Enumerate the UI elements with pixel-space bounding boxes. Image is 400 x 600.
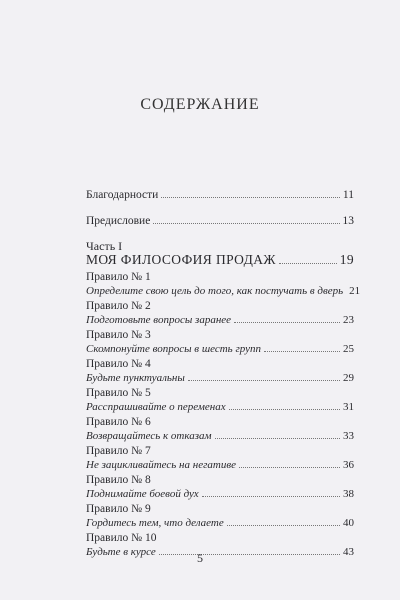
rule-entry — [86, 313, 354, 327]
rule-label: Правило № 7 — [86, 445, 151, 457]
entry-page: 43 — [343, 546, 354, 558]
toc-heading: СОДЕРЖАНИЕ — [140, 96, 260, 113]
page-number: 5 — [197, 551, 203, 565]
table-of-contents — [86, 188, 361, 559]
entry-page: 36 — [343, 459, 354, 471]
rule-entry — [86, 284, 361, 298]
rule-label: Правило № 6 — [86, 416, 151, 428]
entry-title: Предисловие — [86, 215, 151, 227]
rule-title: Будьте пунктуальны — [86, 372, 185, 384]
rule-title: Не зацикливайтесь на негативе — [86, 459, 236, 471]
rules-list — [86, 271, 361, 559]
toc-entry-rule — [86, 271, 361, 298]
dot-leader — [239, 458, 340, 468]
toc-entry-preface — [86, 214, 354, 228]
rule-label: Правило № 8 — [86, 474, 151, 486]
rule-label: Правило № 4 — [86, 358, 151, 370]
rule-entry — [86, 400, 354, 414]
rule-entry — [86, 429, 354, 443]
toc-entry-rule — [86, 358, 354, 385]
dot-leader — [227, 516, 340, 526]
part-title: МОЯ ФИЛОСОФИЯ ПРОДАЖ — [86, 252, 276, 267]
rule-entry — [86, 342, 354, 356]
rule-title: Будьте в курсе — [86, 546, 156, 558]
dot-leader — [153, 214, 339, 224]
dot-leader — [234, 313, 340, 323]
rule-label: Правило № 2 — [86, 300, 151, 312]
rule-label: Правило № 10 — [86, 532, 157, 544]
rule-entry — [86, 458, 354, 472]
toc-entry-rule — [86, 416, 354, 443]
toc-entry-rule — [86, 503, 354, 530]
entry-page: 40 — [343, 517, 354, 529]
toc-entry-acknowledgements — [86, 188, 354, 202]
entry-page: 33 — [343, 430, 354, 442]
rule-label: Правило № 3 — [86, 329, 151, 341]
entry-page: 19 — [339, 252, 354, 267]
rule-title: Скомпонуйте вопросы в шесть групп — [86, 343, 261, 355]
entry-page: 21 — [349, 285, 361, 297]
rule-title: Определите свою цель до того, как постучать в дверь — [86, 285, 344, 297]
entry-page: 23 — [343, 314, 354, 326]
entry-page: 13 — [342, 215, 354, 227]
part-label: Часть I — [86, 239, 123, 253]
toc-entry-rule — [86, 474, 354, 501]
entry-title: Благодарности — [86, 189, 159, 201]
entry-page: 29 — [343, 372, 354, 384]
rule-title: Гордитесь тем, что делаете — [86, 517, 224, 529]
entry-page: 31 — [343, 401, 354, 413]
rule-title: Расспрашивайте о переменах — [86, 401, 226, 413]
entry-page: 25 — [343, 343, 354, 355]
entry-page: 11 — [342, 189, 354, 201]
rule-label: Правило № 5 — [86, 387, 151, 399]
rule-entry — [86, 516, 354, 530]
toc-entry-rule — [86, 387, 354, 414]
dot-leader — [188, 371, 340, 381]
toc-entry-rule — [86, 329, 354, 356]
rule-label: Правило № 1 — [86, 271, 151, 283]
toc-entry-part-1 — [86, 253, 354, 267]
rule-title: Поднимайте боевой дух — [86, 488, 199, 500]
rule-entry — [86, 371, 354, 385]
dot-leader — [161, 188, 340, 198]
entry-page: 38 — [343, 488, 354, 500]
toc-entry-rule — [86, 445, 354, 472]
dot-leader — [215, 429, 340, 439]
rule-label: Правило № 9 — [86, 503, 151, 515]
rule-entry — [86, 487, 354, 501]
dot-leader — [229, 400, 340, 410]
rule-title: Возвращайтесь к отказам — [86, 430, 212, 442]
dot-leader — [279, 254, 337, 264]
dot-leader — [264, 342, 340, 352]
toc-entry-rule — [86, 300, 354, 327]
dot-leader — [202, 487, 340, 497]
rule-title: Подготовьте вопросы заранее — [86, 314, 232, 326]
